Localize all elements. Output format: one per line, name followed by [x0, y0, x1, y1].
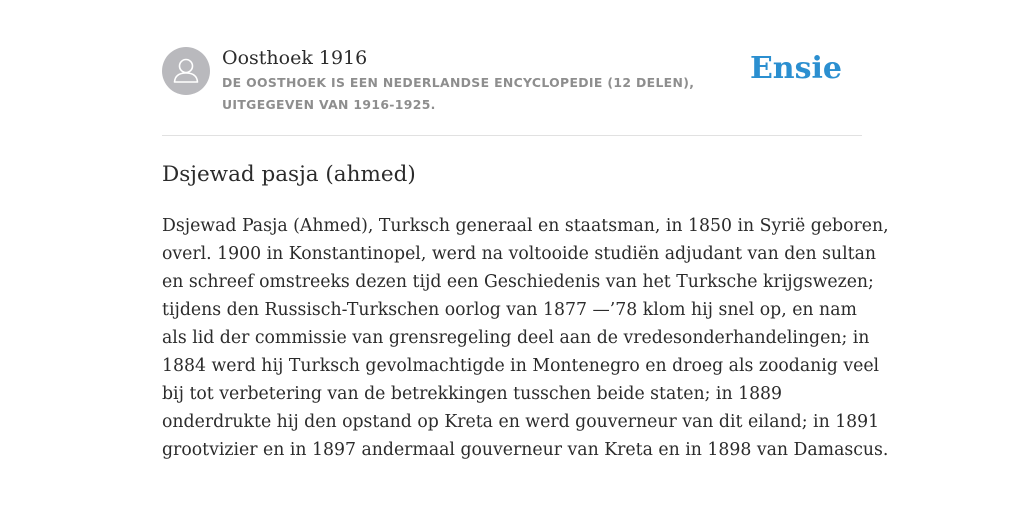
source-avatar[interactable]: [162, 47, 210, 95]
article-body: [162, 212, 889, 464]
article-body-line: onderdrukte hij den opstand op Kreta en werd gouverneur van dit eiland; in 1891: [162, 412, 880, 432]
header-divider: [162, 135, 862, 136]
source-header: [162, 46, 862, 136]
article-body-line: en schreef omstreeks dezen tijd een Geschiedenis van het Turksche krijgswezen;: [162, 272, 874, 292]
user-icon: [162, 47, 210, 95]
source-name-link[interactable]: Oosthoek 1916: [222, 47, 368, 69]
article-body-line: grootvizier en in 1897 andermaal gouverneur van Kreta en in 1898 van Damascus.: [162, 440, 889, 460]
source-description: DE OOSTHOEK IS EEN NEDERLANDSE ENCYCLOPEDIE (12 DELEN), UITGEGEVEN VAN 1916-1925.: [222, 75, 695, 112]
article-body-line: Dsjewad Pasja (Ahmed), Turksch generaal en staatsman, in 1850 in Syrië geboren,: [162, 216, 889, 236]
article-body-line: overl. 1900 in Konstantinopel, werd na voltooide studiën adjudant van den sultan: [162, 244, 877, 264]
article-body-line: 1884 werd hij Turksch gevolmachtigde in Montenegro en droeg als zoodanig veel: [162, 356, 880, 376]
article-body-line: bij tot verbetering van de betrekkingen tusschen beide staten; in 1889: [162, 384, 783, 404]
article-body-line: als lid der commissie van grensregeling deel aan de vredesonderhandelingen; in: [162, 328, 870, 348]
ensie-logo[interactable]: Ensie: [749, 51, 842, 86]
article-body-line: tijdens den Russisch-Turkschen oorlog van 1877 —’78 klom hij snel op, en nam: [162, 300, 857, 320]
article-title: Dsjewad pasja (ahmed): [162, 162, 416, 187]
